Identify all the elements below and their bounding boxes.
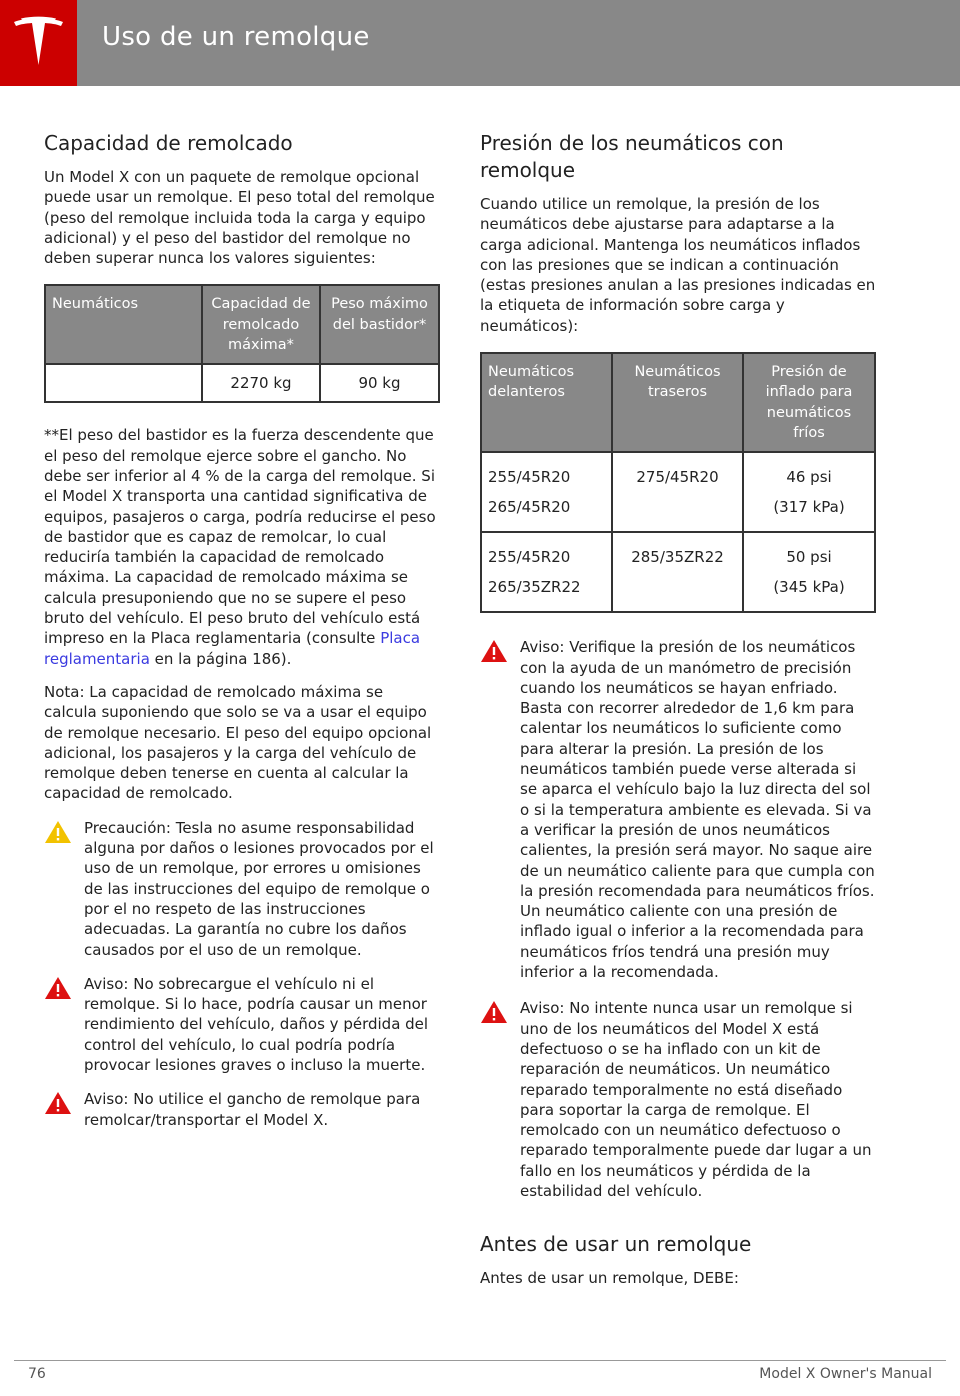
towing-note: Nota: La capacidad de remolcado máxima se calcula suponiendo que solo se va a usar el equipo de remolque necesario. El peso del equipo opcional adicional, los pasajeros y la carga del vehículo de remolque deben tenerse en cuenta al calcular la capacidad de remolcado.	[44, 682, 432, 803]
warning-text: Aviso: No intente nunca usar un remolque si uno de los neumáticos del Model X está defectuoso o se ha inflado con un kit de reparación de neumáticos. Un neumático reparado temporalmente no está diseñado para soportar la carga de remolque. El remolcado con un neumático defectuoso o reparado temporalmente puede dar lugar a un fallo en los neumáticos y pérdida de la estabilidad del vehículo.	[520, 999, 872, 1200]
table-row	[481, 452, 875, 532]
regulatory-label-link[interactable]: Placa reglamentaria	[44, 629, 421, 668]
page-header	[0, 0, 960, 86]
warning-text: Aviso: Verifique la presión de los neumáticos con la ayuda de un manómetro de precisión cuando los neumáticos se hayan enfriado. Basta con recorrer alrededor de 1,6 km para calentar los neumáticos lo suficiente como para alterar la presión. La presión de los neumáticos también puede verse alterada si se aparca el vehículo bajo la luz directa del sol o si la temperatura ambiente es elevada. Si va a verificar la presión de unos neumáticos calientes, la presión será mayor. No saque aire de un neumático caliente para que cumpla con la presión recomendada para neumáticos fríos. Un neumático caliente con una presión de inflado igual o inferior a la recomendada para neumáticos fríos tendrá una presión muy inferior a la recomendada.	[520, 638, 875, 982]
footer-divider	[14, 1360, 946, 1361]
table-row	[45, 364, 439, 402]
warning-triangle-icon	[480, 639, 508, 663]
before-towing-intro: Antes de usar un remolque, DEBE:	[480, 1269, 739, 1288]
table-cell: 90 kg	[320, 364, 439, 402]
table-header-cell: Peso máximo del bastidor*	[320, 285, 439, 364]
tesla-logo-icon	[12, 16, 65, 72]
table-cell: 255/45R20 265/45R20	[481, 452, 612, 532]
tongue-weight-footnote: **El peso del bastidor es la fuerza descendente que el peso del remolque ejerce sobre el gancho. No debe ser inferior al 4 % de la carga del remolque. Si el Model X transporta una cantidad significativa de equipos, pasajeros o carga, podría reducirse el peso de bastidor que es capaz de remolcar, lo cual reduciría también la capacidad de remolcado máxima. La capacidad de remolcado máxima se calcula presuponiendo que no se supere el peso bruto del vehículo. El peso bruto del vehículo está impreso en la Placa reglamentaria (consulte Placa reglamentaria en la página 186).	[44, 426, 436, 668]
page-title: Uso de un remolque	[102, 22, 370, 52]
caution-block	[44, 818, 440, 960]
warning-text: Aviso: No utilice el gancho de remolque para remolcar/transportar el Model X.	[84, 1090, 421, 1129]
table-cell: 255/45R20 265/35ZR22	[481, 532, 612, 612]
tire-pressure-table	[480, 352, 876, 613]
brand-logo	[0, 0, 77, 86]
page-number: 76	[28, 1366, 46, 1382]
towing-capacity-heading: Capacidad de remolcado	[44, 131, 293, 155]
warning-triangle-icon	[480, 1000, 508, 1024]
table-row	[481, 532, 875, 612]
tire-pressure-heading: Presión de los neumáticos con remolque	[480, 131, 784, 182]
table-header-cell: Neumáticos delanteros	[481, 353, 612, 452]
warning-block	[480, 998, 876, 1201]
table-cell: 50 psi (345 kPa)	[743, 532, 875, 612]
warning-block	[44, 1089, 440, 1130]
table-cell: 285/35ZR22	[612, 532, 743, 612]
towing-capacity-intro: Un Model X con un paquete de remolque opcional puede usar un remolque. El peso total del remolque (peso del remolque incluida toda la carga y equipo adicional) y el peso del bastidor del remolque no deben superar nunca los valores siguientes:	[44, 168, 435, 268]
tire-pressure-intro: Cuando utilice un remolque, la presión de los neumáticos debe ajustarse para adaptarse a la carga adicional. Mantenga los neumáticos inflados con las presiones que se indican a continuación (estas presiones anulan a las presiones indicadas en la etiqueta de información sobre carga y neumáticos):	[480, 195, 876, 335]
right-column	[480, 130, 876, 1289]
table-header-cell: Neumáticos	[45, 285, 202, 364]
caution-triangle-icon	[44, 820, 72, 844]
warning-block	[480, 637, 876, 982]
table-header-row	[481, 353, 875, 452]
table-header-cell: Presión de inflado para neumáticos fríos	[743, 353, 875, 452]
table-cell: 2270 kg	[202, 364, 320, 402]
table-header-cell: Neumáticos traseros	[612, 353, 743, 452]
table-header-row	[45, 285, 439, 364]
table-cell: 46 psi (317 kPa)	[743, 452, 875, 532]
left-column	[44, 130, 440, 1130]
warning-text: Aviso: No sobrecargue el vehículo ni el remolque. Si lo hace, podría causar un menor rendimiento del vehículo, daños y pérdida del control del vehículo, lo cual podría podría provocar lesiones graves o incluso la muerte.	[84, 974, 429, 1074]
before-towing-heading: Antes de usar un remolque	[480, 1232, 752, 1257]
warning-block	[44, 974, 440, 1075]
warning-triangle-icon	[44, 976, 72, 1000]
towing-capacity-table	[44, 284, 440, 403]
table-cell: 275/45R20	[612, 452, 743, 532]
warning-triangle-icon	[44, 1091, 72, 1115]
caution-text: Precaución: Tesla no asume responsabilidad alguna por daños o lesiones provocados por el uso de un remolque, por errores u omisiones de las instrucciones del equipo de remolque o por el no respeto de las instrucciones adecuadas. La garantía no cubre los daños causados por el uso de un remolque.	[84, 818, 434, 959]
table-cell	[45, 364, 202, 402]
table-header-cell: Capacidad de remolcado máxima*	[202, 285, 320, 364]
manual-title: Model X Owner's Manual	[759, 1366, 932, 1382]
